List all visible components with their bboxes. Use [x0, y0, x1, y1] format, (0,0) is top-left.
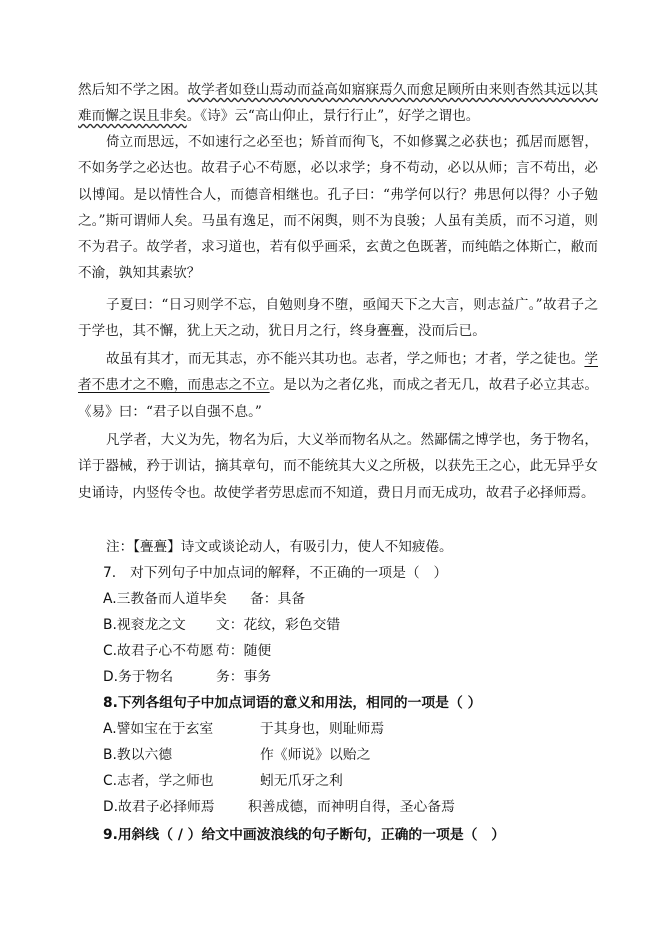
- question-7-option-c: C.故君子心不苟愿 苟：随便: [103, 643, 272, 659]
- question-7-option-d: D.务于物名 务：事务: [103, 669, 272, 685]
- annotation-note: 注：【亹亹】诗文或谈论动人，有吸引力，使人不知疲倦。: [106, 539, 453, 555]
- question-8-option-c: C.志者，学之师也 蚓无爪牙之利: [103, 773, 343, 789]
- passage-paragraph-5: 凡学者，大义为先，物名为后，大义举而物名从之。然鄙儒之博学也，务于物名，详于器械，矜于训诂，摘其章句，而不能统其大义之所极，以获先王之心，此无异乎女史诵诗，内竖传令也。故使学者劳思虑而不知道，费日月而无成功，故君子必择师焉。: [78, 432, 598, 501]
- question-7-option-a: A.三教备而人道毕矣 备：具备: [103, 591, 306, 607]
- wavy-underlined-sentence: 故学者如登山焉动而益高如寤寐焉久而愈足顾所由来则杳然其远以其难而懈之误且非矣: [78, 82, 599, 125]
- question-7-title: 7. 对下列句子中加点词的解释，不正确的一项是（ ）: [103, 565, 448, 581]
- passage-paragraph-1: 然后知不学之困。故学者如登山焉动而益高如寤寐焉久而愈足顾所由来则杳然其远以其难而懈之误且非矣。《诗》云“高山仰止，景行行止”，好学之谓也。: [78, 82, 599, 125]
- passage-paragraph-2: 倚立而思远，不如速行之必至也；矫首而徇飞，不如修翼之必获也；孤居而愿智，不如务学之必达也。故君子心不苟愿，必以求学；身不苟动，必以从师；言不苟出，必以博闻。是以情性合人，而德音相继也。孔子曰：“弗学何以行？弗思何以得？小子勉之。”斯可谓师人矣。马虽有逸足，而不闲舆，则不为良骏；人虽有美质，而不习道，则不为君子。故学者，求习道也，若有似乎画采，玄黄之色既著，而纯皓之体斯亡，敝而不渝，孰知其素欤？: [78, 134, 598, 282]
- passage-paragraph-4: 故虽有其才，而无其志，亦不能兴其功也。志者，学之师也；才者，学之徒也。学者不患才之不赡，而患志之不立。是以为之者亿兆，而成之者无几，故君子必立其志。《易》曰：“君子以自强不息。”: [78, 351, 599, 420]
- question-7-option-b: B.视衮龙之文 文：花纹，彩色交错: [103, 617, 341, 633]
- question-8-title: 8.下列各组句子中加点词语的意义和用法，相同的一项是（ ）: [103, 695, 482, 711]
- passage-paragraph-3: 子夏曰：“日习则学不忘，自勉则身不堕，亟闻天下之大言，则志益广。”故君子之于学也，其不懈，犹上天之动，犹日月之行，终身亹亹，没而后已。: [78, 297, 598, 340]
- question-8-option-b: B.教以六德 作《师说》以贻之: [103, 747, 371, 763]
- question-9-title: 9.用斜线（ / ）给文中画波浪线的句子断句，正确的一项是（ ）: [103, 827, 506, 843]
- underlined-sentence: 学者不患才之不赡，而患志之不立: [78, 351, 598, 394]
- question-8-option-a: A.譬如宝在于玄室 于其身也，则耻师焉: [103, 721, 385, 737]
- question-8-option-d: D.故君子必择师焉 积善成德，而神明自得，圣心备焉: [103, 799, 455, 815]
